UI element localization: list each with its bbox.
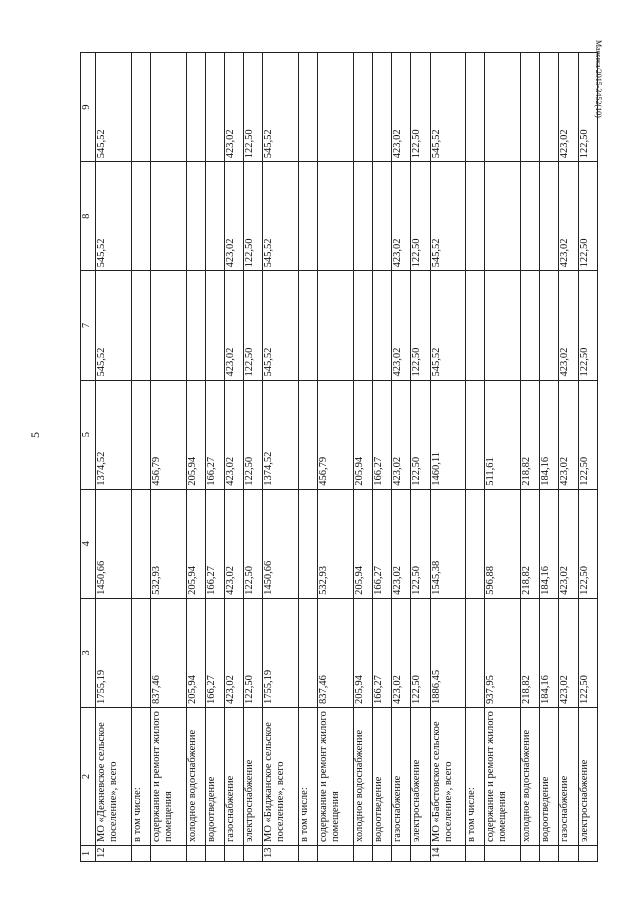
row-number-cell (559, 846, 578, 862)
value-cell (540, 271, 559, 380)
row-label-cell: холодное водоснабжение (353, 708, 372, 846)
value-cell: 423,02 (559, 271, 578, 380)
row-label-cell: содержание и ремонт жилого помещения (318, 708, 354, 846)
value-cell (540, 162, 559, 271)
value-cell (353, 271, 372, 380)
value-cell: 205,94 (353, 489, 372, 598)
table-row (186, 53, 205, 862)
table-row (559, 53, 578, 862)
row-label-cell: содержание и ремонт жилого помещения (150, 708, 186, 846)
row-label-cell: в том числе: (131, 708, 150, 846)
value-cell (298, 271, 317, 380)
row-number-cell: 13 (263, 846, 299, 862)
value-cell: 423,02 (392, 489, 411, 598)
value-cell: 166,27 (205, 598, 224, 707)
value-cell (298, 380, 317, 489)
value-cell (318, 162, 354, 271)
row-label-cell: содержание и ремонт жилого помещения (485, 708, 521, 846)
value-cell: 166,27 (372, 489, 391, 598)
value-cell (298, 598, 317, 707)
header-cell: 3 (81, 598, 96, 707)
value-cell (372, 271, 391, 380)
value-cell (205, 53, 224, 162)
value-cell: 122,50 (578, 489, 597, 598)
value-cell: 545,52 (430, 271, 466, 380)
row-number-cell (578, 846, 597, 862)
value-cell: 122,50 (411, 380, 430, 489)
document-reference: Maesesa/2015-3452(10) (594, 40, 603, 118)
value-cell: 423,02 (392, 271, 411, 380)
value-cell (372, 162, 391, 271)
value-cell: 205,94 (186, 489, 205, 598)
value-cell: 545,52 (263, 162, 299, 271)
header-cell: 5 (81, 380, 96, 489)
table-row (298, 53, 317, 862)
value-cell: 423,02 (559, 489, 578, 598)
value-cell: 511,61 (485, 380, 521, 489)
value-cell (466, 380, 485, 489)
row-label-cell: газоснабжение (392, 708, 411, 846)
row-number-cell (392, 846, 411, 862)
row-label-cell: холодное водоснабжение (521, 708, 540, 846)
value-cell (298, 162, 317, 271)
value-cell: 122,50 (578, 271, 597, 380)
value-cell: 218,82 (521, 380, 540, 489)
value-cell (485, 53, 521, 162)
value-cell: 1374,52 (263, 380, 299, 489)
value-cell: 545,52 (96, 271, 132, 380)
header-cell: 8 (81, 162, 96, 271)
value-cell: 166,27 (205, 489, 224, 598)
value-cell (131, 598, 150, 707)
value-cell: 218,82 (521, 489, 540, 598)
value-cell: 423,02 (224, 489, 243, 598)
row-number-cell (353, 846, 372, 862)
value-cell: 205,94 (353, 380, 372, 489)
table-row (224, 53, 243, 862)
value-cell: 423,02 (224, 380, 243, 489)
table-row (150, 53, 186, 862)
value-cell: 423,02 (559, 53, 578, 162)
row-label-cell: газоснабжение (559, 708, 578, 846)
value-cell: 837,46 (318, 598, 354, 707)
value-cell (150, 162, 186, 271)
value-cell: 122,50 (578, 598, 597, 707)
value-cell (186, 271, 205, 380)
value-cell: 423,02 (392, 380, 411, 489)
value-cell (485, 271, 521, 380)
table-row (466, 53, 485, 862)
table-row (131, 53, 150, 862)
value-cell: 122,50 (411, 489, 430, 598)
row-number-cell (298, 846, 317, 862)
value-cell (540, 53, 559, 162)
table-row (96, 53, 132, 862)
row-label-cell: МО «Биджанское сельское поселение», всего (263, 708, 299, 846)
value-cell (205, 162, 224, 271)
row-label-cell: водоотведение (205, 708, 224, 846)
value-cell: 545,52 (263, 53, 299, 162)
table-row (578, 53, 597, 862)
table-row (540, 53, 559, 862)
row-label-cell: водоотведение (372, 708, 391, 846)
value-cell: 837,46 (150, 598, 186, 707)
table-row (430, 53, 466, 862)
value-cell: 122,50 (244, 380, 263, 489)
value-cell: 184,16 (540, 598, 559, 707)
table-row (205, 53, 224, 862)
value-cell: 1545,38 (430, 489, 466, 598)
tariff-table (80, 52, 598, 862)
value-cell: 122,50 (578, 380, 597, 489)
value-cell (205, 271, 224, 380)
row-label-cell: газоснабжение (224, 708, 243, 846)
value-cell (466, 271, 485, 380)
value-cell: 423,02 (392, 598, 411, 707)
table-row (392, 53, 411, 862)
value-cell: 1450,66 (96, 489, 132, 598)
value-cell (131, 271, 150, 380)
value-cell (186, 53, 205, 162)
value-cell: 423,02 (392, 162, 411, 271)
value-cell: 166,27 (372, 380, 391, 489)
value-cell (485, 162, 521, 271)
value-cell: 205,94 (186, 380, 205, 489)
value-cell (372, 53, 391, 162)
value-cell: 205,94 (353, 598, 372, 707)
value-cell: 1460,11 (430, 380, 466, 489)
table-row (263, 53, 299, 862)
row-number-cell (205, 846, 224, 862)
header-cell: 4 (81, 489, 96, 598)
value-cell: 423,02 (224, 271, 243, 380)
value-cell: 545,52 (430, 162, 466, 271)
value-cell: 532,93 (150, 489, 186, 598)
value-cell: 122,50 (244, 489, 263, 598)
value-cell (521, 162, 540, 271)
value-cell: 122,50 (244, 598, 263, 707)
table-row (318, 53, 354, 862)
row-number-cell (318, 846, 354, 862)
table-row (353, 53, 372, 862)
value-cell (150, 53, 186, 162)
value-cell: 545,52 (430, 53, 466, 162)
value-cell: 937,95 (485, 598, 521, 707)
value-cell (466, 53, 485, 162)
value-cell: 1886,45 (430, 598, 466, 707)
value-cell (298, 53, 317, 162)
value-cell: 423,02 (559, 598, 578, 707)
row-number-cell (186, 846, 205, 862)
value-cell: 1374,52 (96, 380, 132, 489)
value-cell: 423,02 (224, 53, 243, 162)
header-cell: 1 (81, 846, 96, 862)
value-cell: 184,16 (540, 380, 559, 489)
value-cell: 545,52 (263, 271, 299, 380)
row-number-cell (521, 846, 540, 862)
value-cell: 122,50 (411, 271, 430, 380)
value-cell: 423,02 (224, 598, 243, 707)
value-cell: 122,50 (244, 162, 263, 271)
page-number: 5 (28, 432, 42, 438)
value-cell: 456,79 (318, 380, 354, 489)
value-cell (521, 271, 540, 380)
value-cell (466, 598, 485, 707)
value-cell: 122,50 (578, 53, 597, 162)
value-cell (131, 380, 150, 489)
table-row (521, 53, 540, 862)
row-number-cell (224, 846, 243, 862)
row-number-cell (466, 846, 485, 862)
header-cell: 9 (81, 53, 96, 162)
value-cell: 1755,19 (96, 598, 132, 707)
row-label-cell: водоотведение (540, 708, 559, 846)
rotated-table-wrapper (80, 52, 598, 862)
value-cell: 122,50 (244, 53, 263, 162)
row-number-cell: 14 (430, 846, 466, 862)
table-row (244, 53, 263, 862)
row-label-cell: МО «Дежневское сельское поселение», всего (96, 708, 132, 846)
value-cell: 532,93 (318, 489, 354, 598)
value-cell: 1450,66 (263, 489, 299, 598)
row-number-cell (540, 846, 559, 862)
row-number-cell: 12 (96, 846, 132, 862)
row-label-cell: в том числе: (466, 708, 485, 846)
value-cell: 218,82 (521, 598, 540, 707)
table-row (485, 53, 521, 862)
table-header-row (81, 53, 96, 862)
value-cell: 1755,19 (263, 598, 299, 707)
row-number-cell (485, 846, 521, 862)
value-cell: 166,27 (372, 598, 391, 707)
value-cell: 122,50 (411, 53, 430, 162)
value-cell: 122,50 (411, 162, 430, 271)
value-cell (318, 271, 354, 380)
row-label-cell: электроснабжение (244, 708, 263, 846)
value-cell: 423,02 (392, 53, 411, 162)
value-cell (131, 489, 150, 598)
value-cell: 184,16 (540, 489, 559, 598)
value-cell: 596,88 (485, 489, 521, 598)
row-label-cell: холодное водоснабжение (186, 708, 205, 846)
value-cell: 122,50 (578, 162, 597, 271)
value-cell (186, 162, 205, 271)
value-cell: 545,52 (96, 53, 132, 162)
value-cell: 423,02 (559, 162, 578, 271)
value-cell (318, 53, 354, 162)
value-cell (131, 162, 150, 271)
value-cell: 205,94 (186, 598, 205, 707)
row-number-cell (244, 846, 263, 862)
row-number-cell (372, 846, 391, 862)
value-cell (521, 53, 540, 162)
table-row (411, 53, 430, 862)
value-cell (131, 53, 150, 162)
value-cell (466, 162, 485, 271)
header-cell: 2 (81, 708, 96, 846)
row-number-cell (150, 846, 186, 862)
header-cell: 7 (81, 271, 96, 380)
value-cell: 122,50 (244, 271, 263, 380)
value-cell (466, 489, 485, 598)
row-label-cell: МО «Бабстовское сельское поселение», всего (430, 708, 466, 846)
value-cell: 423,02 (559, 380, 578, 489)
value-cell: 423,02 (224, 162, 243, 271)
row-number-cell (411, 846, 430, 862)
value-cell: 122,50 (411, 598, 430, 707)
table-row (372, 53, 391, 862)
row-label-cell: электроснабжение (411, 708, 430, 846)
row-label-cell: в том числе: (298, 708, 317, 846)
value-cell (298, 489, 317, 598)
row-number-cell (131, 846, 150, 862)
value-cell: 545,52 (96, 162, 132, 271)
value-cell: 456,79 (150, 380, 186, 489)
value-cell (150, 271, 186, 380)
row-label-cell: электроснабжение (578, 708, 597, 846)
value-cell (353, 162, 372, 271)
value-cell: 166,27 (205, 380, 224, 489)
value-cell (353, 53, 372, 162)
